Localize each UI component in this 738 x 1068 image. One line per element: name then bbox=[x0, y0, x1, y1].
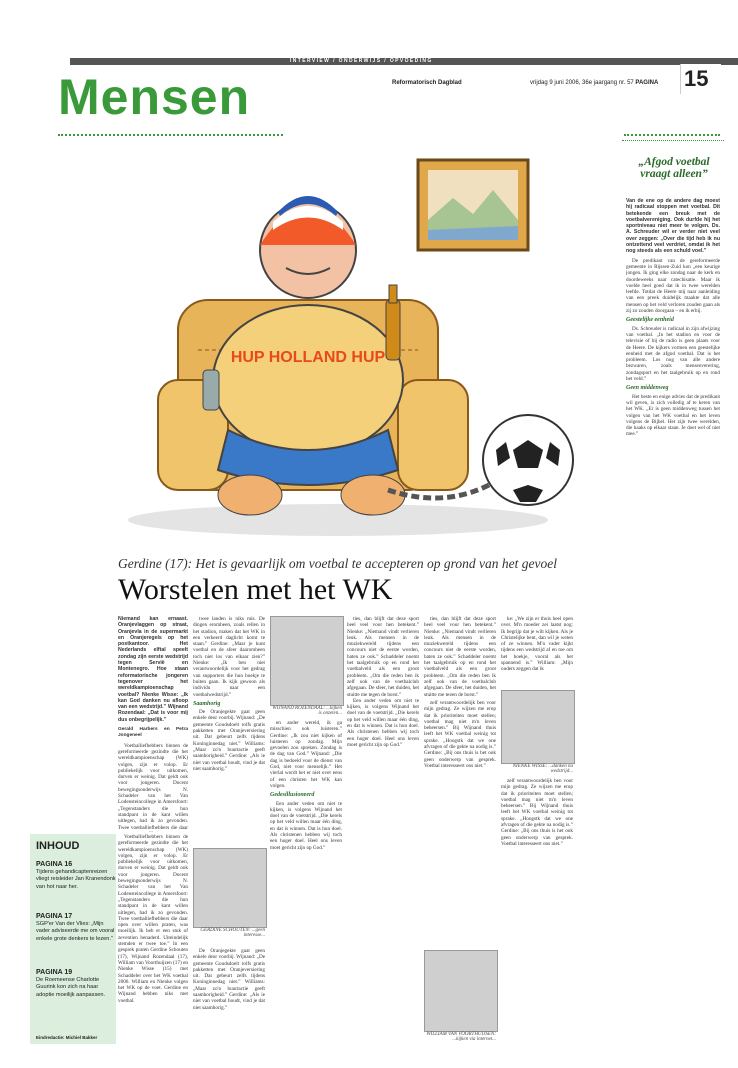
section-label: INTERVIEW / ONDERWIJS / OPVOEDING bbox=[290, 58, 433, 64]
sidebar-text: De predikant van de gereformeerde gemeente in Rijssen-Zuid kon „een keurige jongen. Ik ging elke zondag naar de kerk en doordeweeks naar catechisatie. Maar ik voelde heel goed dat ik in twee werelden leefde. Totdat de Heere mij naar aanleiding van een preek duidelijk maakte dat alle mensen op het veld verloren zouden gaan als zij zo zouden doorgaan – en ik erbij. bbox=[626, 257, 720, 315]
article-kicker: Gerdine (17): Het is gevaarlijk om voetbal te accepteren op grond van het gevoel bbox=[118, 556, 557, 571]
contents-title: INHOUD bbox=[36, 840, 80, 852]
article-body: en ander wereld, ik ga misschien ook luisteren.” Gerdine: „Ik zou niet kijken of luisteren op zondag. Mijn gevoelen zou spreken. Zondag is de dag van God.” Wijnand: „Die dag is bedoeld voor de dienst van God, niet voor menselijk.” Het vierlal wordt het er niet over eens of een christen het WK kan volgen. bbox=[270, 720, 342, 789]
article-body: Een ander veden om niet te kijken, is volgens Wijnand het doel van de voetstrijd. „Die kerels op het veld willen maar één ding, en dat is winnen. Dat is hun doel. Als christenen hebben wij toch een hoger doel. Heel ons leven moet gericht zijn op God.” bbox=[347, 697, 419, 748]
article-body: zelf verantwoordelijk ben voor mijn gedrag. Ze wijzen me erop dat ik prioriteiten moet stellen; voetbal mag niet m'n leven beheersen.” Bij Wijnand thuis leeft het WK voetbal weinig tot sprake. „Hoogstk dat we one afvragen of die gekte na nodig is.” Gerdine: „Bij ons thuis is het ook geen onderwerp van gesprek. Voetbal interesseert ons niet.” bbox=[424, 700, 496, 769]
sidebar-lead: Van de ene op de andere dag moest hij radicaal stoppen met voetbal. Dit betekende een breuk met de voetbalvereniging. Ook durfde hij het sportniveau niet meer te volgen. Ds. A. Schreuder wil er verder niet veel over zeggen: „Over die tijd heb ik nu ontzettend veel verdriet, omdat ik het nog steeds als een schuld voel.” bbox=[626, 198, 720, 255]
article-body: ke: „We zijn er thuis heel open over. M'n moeder zei laatst nog: Ik begrijp dat je wilt kijken. Als je Christelijke bent, dan wil je weten of ze winnen. M'n vader kijkt tijdens een wedstrijd af en toe om het hoekje, vooral als het spannend is.” William: „Mijn ouders zeggen dat ik bbox=[501, 616, 573, 673]
article-column-1b bbox=[118, 834, 188, 1054]
shirt-text: HUP HOLLAND HUP bbox=[230, 349, 386, 366]
caption-nienke: NIENKE WISSE: ...danken na wedstrijd... bbox=[512, 764, 573, 774]
article-byline: Gerald Harbers en Petra Jongeneel bbox=[118, 727, 188, 739]
floor-shadow bbox=[128, 504, 548, 536]
contents-text: Tijdens gehandicaptenreizen vliegt reisleider Jan Kranendonk van hot naar her. bbox=[36, 869, 116, 890]
article-body: De Oranjegekte gaat geen enkele deur voorbij. Wijnand: „De gemeente Goudsdoelt rolfs gratis pakketten met Oranjeversiering uit. Dat gebeurt zelfs tijdens Koninginnedag niet.” Williams: „Maar zo'n buurtactie geeft saamhorigheid.” Gerdine: „Als ie niet van voetbal houdt, vind je dat niet saamhorig.” bbox=[193, 948, 265, 1011]
article-column-6b bbox=[501, 778, 573, 1054]
page-number: 15 bbox=[684, 66, 709, 91]
sidebar-text: Ds. Schreuder is radicaal in zijn afwijzing van voetbal. „In het stadion en voor de televisie of bij de radio is geen plaats voor de Heere. De kijkers vormen een geestelijke eenheid met de afgod voetbal. Dat is het probleem. Los nog van alle andere bezwaren, zoals mensenverering, zondagsport en het taalgebruik op en rond het veld.” bbox=[626, 325, 720, 383]
divider-dots bbox=[58, 134, 283, 138]
article-column-4 bbox=[347, 616, 419, 1054]
photo-wijnand bbox=[270, 616, 344, 706]
sidebar-subheading: Geestelijke eenheid bbox=[626, 317, 674, 324]
article-column-2b bbox=[193, 948, 265, 1054]
contents-page: PAGINA 17 bbox=[36, 913, 73, 920]
article-body: twee landen is niks mis. De dingen eromheen, zoals rellen in het stadion, maken dat het WK in een verkeerd daglicht komt te staan.” Gerdine: „Maar je kunt voetbal en de sfeer daaromheen toch niet los van elkaar zien?” Nienke: „Ik ben niet verantwoordelijk voor het gedrag van supporters die hun boekje te buiten gaan. Ik kijk gewoon als individu naar een voetbalwedstrijd.” bbox=[193, 616, 265, 698]
contents-page: PAGINA 19 bbox=[36, 969, 73, 976]
contents-item[interactable] bbox=[36, 912, 116, 943]
caption-wijnand: WIJNAND ROZENDAAL: ...kijken is onzeten... bbox=[272, 706, 342, 716]
section-title: Mensen bbox=[58, 69, 251, 125]
article-lead: Niemand kan ernaast. Oranjevlaggen op straat, Oranjevla in de supermarkt en Oranjeregels op het postkantoor. Het Nederlands elftal speelt zondag zijn eerste wedstrijd tegen Servië en Montenegro. Hoe staan reformatorische jongeren tegenover het wereldkampioenschap voetbal? Nienke Wisse: „Ik kan God danken nu afloop van een wedstrijd.” Wijnand Rozendaal: „Dat is voor mij dus onbegrijpelijk.” bbox=[118, 616, 188, 723]
article-column-5 bbox=[424, 616, 496, 696]
contents-item[interactable] bbox=[36, 968, 116, 999]
sidebar-divider bbox=[622, 140, 724, 142]
paper-name: Reformatorisch Dagblad bbox=[392, 80, 462, 86]
article-column-6 bbox=[501, 616, 573, 688]
article-headline: Worstelen met het WK bbox=[118, 573, 393, 606]
article-body: De Oranjegekte gaat geen enkele deur voorbij. Wijnand: „De gemeente Goudsdoelt rolfs gratis pakketten met Oranjeversiering uit. Dat gebeurt zelfs tijdens Koninginnedag niet.” Williams: „Maar zo'n buurtactie geeft saamhorigheid.” Gerdine: „Als ie niet van voetbal houdt, vind je dat niet saamhorig.” bbox=[193, 709, 265, 772]
article-body: Voetballiefhebbers binnen de gereformeerde gezindte die het wereldkampioenschap (WK) volgen, zijn er volop. Er publiekelijk voor uitkomen, durven er weinig. Dat geldt ook voor jongeren. Docent bewegingsonderwijs N. Schadeler van het Van Lodensteincollege in Amersfoort: „Tegenstanders die hun standpunt in de kant willen uitlegen, had ik zo gevonden. Twee voetballiefhebbers die daar open over willen praten, was moeilijk. Ik heb er een stuk of zeventien benaderd. Uiteindelijk stemden er twee toe.” In een gesprek praten Gerdine Schouten (17), Wijnand Rozendaal (17), William van Voorthuijzen (17) en Nienke Wisse (15) met Schaddeler over het WK voetbal 2006. William en Nienke volgen het WK op de voet. Gerdine en Wijnand hebben niks met voetbal. bbox=[118, 834, 188, 1004]
soccer-ball bbox=[483, 415, 573, 505]
article-body: ties, dan blijft dat deze sport heel veel voor hen betekent.” Nienke: „Niemand vindt verlieren leuk. Als mensen in de muziekwereld tijdens een concours niet de eerste worden, baten ze ook.” Schaddeler noemt het taalgebruik op en rond het voetbalveld als een groot probleem. „Om die reden ben ik zelf ook van de voetbalclub afgegaan. De sfeer, het duiden, het stuitte me tegen de borst.” bbox=[347, 616, 419, 698]
cartoon-illustration bbox=[118, 150, 618, 542]
caption-gerdine: GERDINE SCHOUTEN: ...geen interesse... bbox=[200, 928, 265, 938]
contents-page: PAGINA 16 bbox=[36, 861, 73, 868]
remote-control bbox=[203, 370, 219, 410]
sidebar-body bbox=[626, 198, 720, 1054]
article-body: Een ander veden om niet te kijken, is volgens Wijnand het doel van de voetstrijd. „Die kerels op het veld willen maar één ding, en dat is winnen. Dat is hun doel. Als christenen hebben wij toch een hoger doel. Heel ons leven moet gericht zijn op God.” bbox=[270, 800, 342, 851]
sidebar-text: Het beste en enige advies dat de predikant wil geven, is zich volledig af te keren van het WK. „Er is geen middenweg tussen het volgen van het WK voetbal en het leven volgens de Bijbel. Het zijn twee werelden, die haaks op elkaar staan. Je doet wel of niet mee.” bbox=[626, 393, 720, 438]
sidebar-subheading: Geen middenweg bbox=[626, 385, 669, 392]
article-body: zelf verantwoordelijk ben voor mijn gedrag. Ze wijzen me erop dat ik prioriteiten moet stellen; voetbal mag niet m'n leven beheersen.” Bij Wijnand thuis leeft het WK voetbal weinig tot sprake. „Hoogstk dat we one afvragen of die gekte na nodig is.” Gerdine: „Bij ons thuis is het ook geen onderwerp van gesprek. Voetbal interesseert ons niet.” bbox=[501, 778, 573, 847]
article-column-1 bbox=[118, 616, 188, 832]
photo-gerdine bbox=[193, 848, 267, 928]
photo-william bbox=[424, 950, 498, 1032]
subheading: Gedesillusioneerd bbox=[270, 792, 315, 799]
editor-credit: Eindredactie: Michiel Bakker bbox=[36, 1035, 98, 1040]
caption-william: WILLIAM VAN VOORTHUIJSEN: ...kijken via internet... bbox=[426, 1032, 496, 1042]
photo-nienke bbox=[501, 690, 575, 764]
article-column-3 bbox=[270, 720, 342, 1054]
subheading: Saamhorig bbox=[193, 700, 221, 707]
dateline: vrijdag 9 juni 2006, 36e jaargang nr. 57 PAGINA bbox=[530, 80, 659, 86]
sidebar-title: „Afgod voetbal vraagt alleen” bbox=[638, 156, 710, 180]
contents-text: SGP'er Van der Vlies: „Mijn vader adviseerde me om vooral enkele grote denkers te lezen.” bbox=[36, 921, 115, 942]
article-column-2 bbox=[193, 616, 265, 846]
article-body: ties, dan blijft dat deze sport heel veel voor hen betekent.” Nienke: „Niemand vindt verlieren leuk. Als mensen in de muziekwereld tijdens een concours niet de eerste worden, baten ze ook.” Schaddeler noemt het taalgebruik op en rond het voetbalveld als een groot probleem. „Om die reden ben ik zelf ook van de voetbalclub afgegaan. De sfeer, het duiden, het stuitte me tegen de borst.” bbox=[424, 616, 496, 696]
article-column-5b bbox=[424, 700, 496, 946]
contents-text: De Roemeense Charlotte Guurink kon zich na haar adoptie moeilijk aanpassen. bbox=[36, 977, 106, 998]
contents-item[interactable] bbox=[36, 860, 116, 891]
article-body: Voetballiefhebbers binnen de gereformeerde gezindte die het wereldkampioenschap (WK) volgen, zijn er volop. Er publiekelijk voor uitkomen, durven er weinig. Dat geldt ook voor jongeren. Docent bewegingsonderwijs N. Schadeler van het Van Lodensteincollege in Amersfoort: „Tegenstanders die hun standpunt in de kant willen uitlegen, had ik zo gevonden. Twee voetballiefhebbers die daar bbox=[118, 742, 188, 831]
divider-dots bbox=[624, 134, 720, 138]
framed-painting bbox=[418, 160, 528, 250]
